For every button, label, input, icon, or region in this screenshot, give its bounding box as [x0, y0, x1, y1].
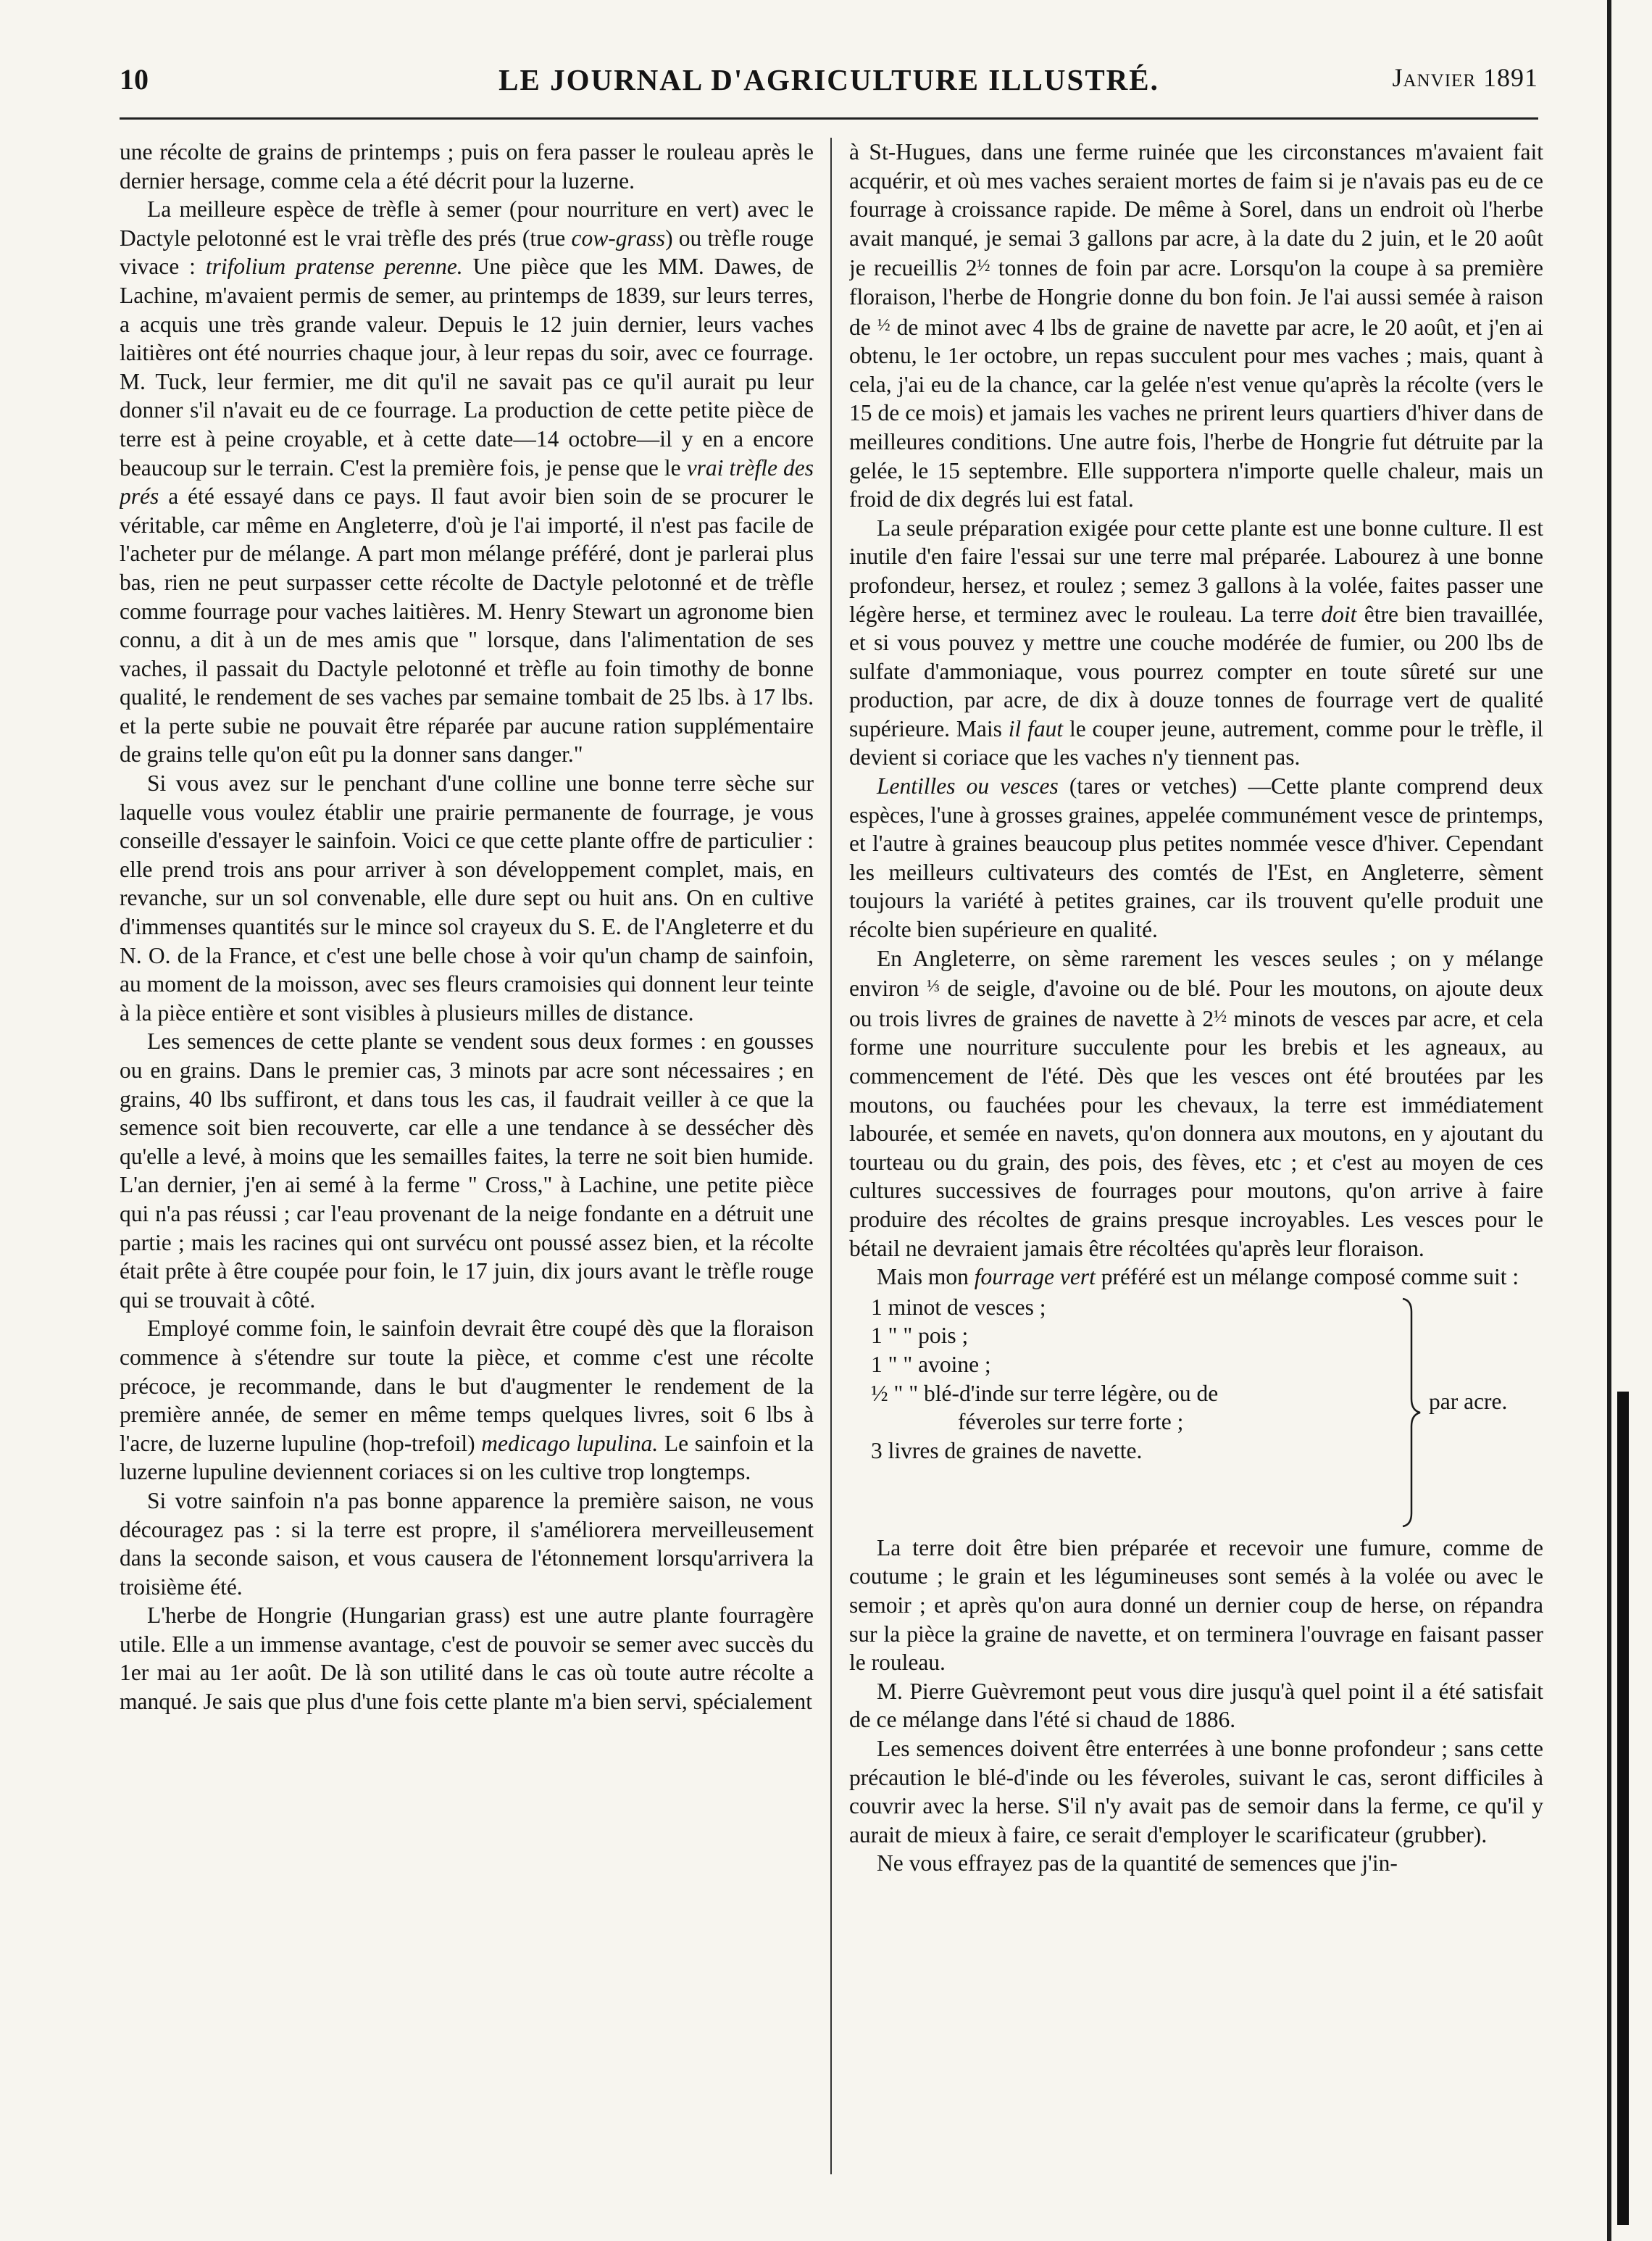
header-rule	[120, 117, 1538, 120]
paragraph: une récolte de grains de printemps ; puis on fera passer le rouleau après le dernier hersage, comme cela a été décrit pour la luzerne.	[120, 139, 814, 194]
recipe-item: 1 " " avoine ;	[871, 1351, 991, 1377]
recipe-item: ½ " " blé-d'inde sur terre légère, ou de	[871, 1380, 1219, 1406]
paragraph: Lentilles ou vesces (tares or vetches) —Cette plante comprend deux espèces, l'une à grosses graines, appelée communément vesce de printemps, et l'autre à graines beaucoup plus petites nommée vesce d'hiver. Cependant les meilleurs cultivateurs des comtés de l'Est, en Angleterre, sèment toujours la variété à petites graines, car ils trouvent qu'elle produit une récolte bien supérieure en qualité.	[849, 773, 1543, 943]
paragraph: Les semences doivent être enterrées à une bonne profondeur ; sans cette précaution le blé-d'inde ou les féveroles, suivant le cas, seront difficiles à couvrir avec la herse. S'il n'y avait pas de semoir dans la ferme, ce qu'il y aurait de mieux à faire, ce serait d'employer le scarificateur (grubber).	[849, 1735, 1543, 1847]
recipe-item: 3 livres de graines de navette.	[871, 1437, 1143, 1463]
paragraph: La seule préparation exigée pour cette plante est une bonne culture. Il est inutile d'en faire l'essai sur une terre mal préparée. Labourez à une bonne profondeur, hersez, et roulez ; semez 3 gallons à la volée, faites passer une légère herse, et terminez avec le rouleau. La terre doit être bien travaillée, et si vous pouvez y mettre une couche modérée de fumier, ou 200 lbs de sulfate d'ammoniaque, vous pourrez compter en toute sûreté sur une production, par acre, de dix à douze tonnes de fourrage vert de qualité supérieure. Mais il faut le couper jeune, autrement, comme pour le trèfle, il devient si coriace que les vaches n'y tiennent pas.	[849, 515, 1543, 770]
recipe-item: 1 " " pois ;	[871, 1323, 969, 1349]
left-column	[120, 138, 814, 2185]
page-edge-bar	[1617, 1392, 1629, 2225]
per-acre-label: par acre.	[1429, 1388, 1508, 1414]
paragraph: M. Pierre Guèvremont peut vous dire jusqu'à quel point il a été satisfait de ce mélange dans l'été si chaud de 1886.	[849, 1678, 1543, 1733]
paragraph: à St-Hugues, dans une ferme ruinée que les circonstances m'avaient fait acquérir, et où mes vaches seraient mortes de faim si je n'avais pas eu de ce fourrage à croissance rapide. De même à Sorel, dans un endroit où l'herbe avait manqué, je semai 3 gallons par acre, à la date du 2 juin, et le 20 août je recueillis 2½ tonnes de foin par acre. Lorsqu'on la coupe à sa première floraison, l'herbe de Hongrie donne du bon foin. Je l'ai aussi semée à raison de ½ de minot avec 4 lbs de graine de navette par acre, le 20 août, et j'en ai obtenu, le 1er octobre, un repas succulent pour mes vaches ; mais, quant à cela, j'ai eu de la chance, car la gelée n'est venue qu'après la récolte (vers le 15 de ce mois) et jamais les vaches ne prirent leurs quartiers d'hiver dans de meilleures conditions. Une autre fois, l'herbe de Hongrie fut détruite par la gelée, le 15 septembre. Elle supportera n'importe quelle chaleur, mais un froid de dix degrés lui est fatal.	[849, 139, 1543, 512]
recipe-item: 1 minot de vesces ;	[871, 1294, 1046, 1320]
page-number: 10	[120, 63, 149, 96]
issue-date: Janvier 1891	[1392, 63, 1538, 92]
paragraph: La meilleure espèce de trèfle à semer (pour nourriture en vert) avec le Dactyle pelotonné est le vrai trèfle des prés (true cow-grass) ou trèfle rouge vivace : trifolium pratense perenne. Une pièce que les MM. Dawes, de Lachine, m'avaient permis de semer, au printemps de 1839, sur leurs terres, a acquis une très grande valeur. Depuis le 12 juin dernier, leurs vaches laitières ont été nourries chaque jour, à leur repas du soir, avec ce fourrage. M. Tuck, leur fermier, me dit qu'il ne savait pas ce qu'il aurait pu leur donner s'il n'avait eu de ce fourrage. La production de cette petite pièce de terre est à peine croyable, et à cette date—14 octobre—il y en a encore beaucoup sur le terrain. C'est la première fois, je pense que le vrai trèfle des prés a été essayé dans ce pays. Il faut avoir bien soin de se procurer le véritable, car même en Angleterre, d'où je l'ai importé, il n'est pas facile de l'acheter pur de mélange. A part mon mélange préféré, dont je parlerai plus bas, rien ne peut surpasser cette récolte de Dactyle pelotonné et de trèfle comme fourrage pour vaches laitières. M. Henry Stewart un agronome bien connu, a dit à un de mes amis que " lorsque, dans l'alimentation de ses vaches, il passait du Dactyle pelotonné et trèfle au foin timothy de bonne qualité, le rendement de ses vaches par semaine tombait de 25 lbs. à 17 lbs. et la perte subie ne pouvait être réparée par aucune ration supplémentaire de grains telle qu'on eût pu la donner sans danger."	[120, 196, 814, 768]
recipe-list	[849, 1293, 1543, 1532]
journal-title: LE JOURNAL D'AGRICULTURE ILLUSTRÉ.	[498, 63, 1159, 96]
column-divider	[830, 138, 832, 2174]
brace-icon	[1400, 1297, 1422, 1528]
paragraph: Les semences de cette plante se vendent sous deux formes : en gousses ou en grains. Dans le premier cas, 3 minots par acre sont nécessaires ; en grains, 40 lbs suffiront, et dans tous les cas, il faudrait veiller à ce que la semence soit bien recouverte, car elle a une tendance à se dessécher dès qu'elle a levé, à moins que les semailles faites, la terre ne soit bien humide. L'an dernier, j'en ai semé à la ferme " Cross," à Lachine, une petite pièce qui n'a pas réussi ; car l'eau provenant de la neige fondante en a détruit une partie ; mais les racines qui ont survécu ont poussé assez bien, et la récolte était prête à être coupée pour foin, le 17 juin, dix jours avant le trèfle rouge qui se trouvait à côté.	[120, 1028, 814, 1313]
recipe-item: féveroles sur terre forte ;	[958, 1409, 1184, 1435]
page-edge-rule	[1607, 0, 1611, 2241]
paragraph: Ne vous effrayez pas de la quantité de semences que j'in-	[877, 1850, 1398, 1876]
paragraph: Si votre sainfoin n'a pas bonne apparence la première saison, ne vous découragez pas : si la terre est propre, il s'améliorera merveilleusement dans la seconde saison, et vous causera de l'étonnement lorsqu'arrivera la troisième été.	[120, 1487, 814, 1600]
paragraph: Si vous avez sur le penchant d'une colline une bonne terre sèche sur laquelle vous voulez établir une prairie permanente de fourrage, je vous conseille d'essayer le sainfoin. Voici ce que cette plante offre de particulier : elle prend trois ans pour arriver à son développement complet, mais, en revanche, sur un sol convenable, elle dure sept ou huit ans. On en cultive d'immenses quantités sur le mince sol crayeux du S. E. de l'Angleterre et du N. O. de la France, et c'est une belle chose à voir qu'un champ de sainfoin, au moment de la moisson, avec ses fleurs cramoisies qui donnent leur teinte à la pièce entière et sont visibles à plusieurs milles de distance.	[120, 770, 814, 1026]
paragraph: L'herbe de Hongrie (Hungarian grass) est une autre plante fourragère utile. Elle a un immense avantage, c'est de pouvoir se semer avec succès du 1er mai au 1er août. De là son utilité dans le cas où toute autre récolte a manqué. Je sais que plus d'une fois cette plante m'a bien servi, spécialement	[120, 1602, 814, 1715]
paragraph: En Angleterre, on sème rarement les vesces seules ; on y mélange environ ⅓ de seigle, d'avoine ou de blé. Pour les moutons, on ajoute deux ou trois livres de graines de navette à 2½ minots de vesces par acre, et cela forme une nourriture succulente pour les brebis et les agneaux, au commencement de l'été. Dès que les vesces ont été broutées par les moutons, ou fauchées pour les chevaux, la terre est immédiatement labourée, et semée en navets, qu'on donnera aux moutons, en y ajoutant du tourteau ou du grain, des pois, des fèves, etc ; et c'est au moyen de ces cultures successives de fourrages pour moutons, qu'on arrive à faire produire des récoltes de grains presque incroyables. Les vesces pour le bétail ne devraient jamais être récoltées qu'après leur floraison.	[849, 945, 1543, 1261]
right-column	[849, 138, 1543, 2185]
paragraph: Mais mon fourrage vert préféré est un mélange composé comme suit :	[877, 1264, 1519, 1290]
page-header	[120, 59, 1538, 100]
paragraph: Employé comme foin, le sainfoin devrait être coupé dès que la floraison commence à s'étendre sur toute la pièce, et comme c'est une récolte précoce, je recommande, dans le but d'augmenter le rendement de la première année, de semer en même temps quelques livres, soit 6 lbs à l'acre, de luzerne lupuline (hop-trefoil) medicago lupulina. Le sainfoin et la luzerne lupuline deviennent coriaces si on les cultive trop longtemps.	[120, 1315, 814, 1485]
paragraph: La terre doit être bien préparée et recevoir une fumure, comme de coutume ; le grain et les légumineuses sont semés à la volée ou avec le semoir ; et après qu'on aura donné un dernier coup de herse, on répandra sur la pièce la graine de navette, et on terminera l'ouvrage en faisant passer le rouleau.	[849, 1534, 1543, 1676]
